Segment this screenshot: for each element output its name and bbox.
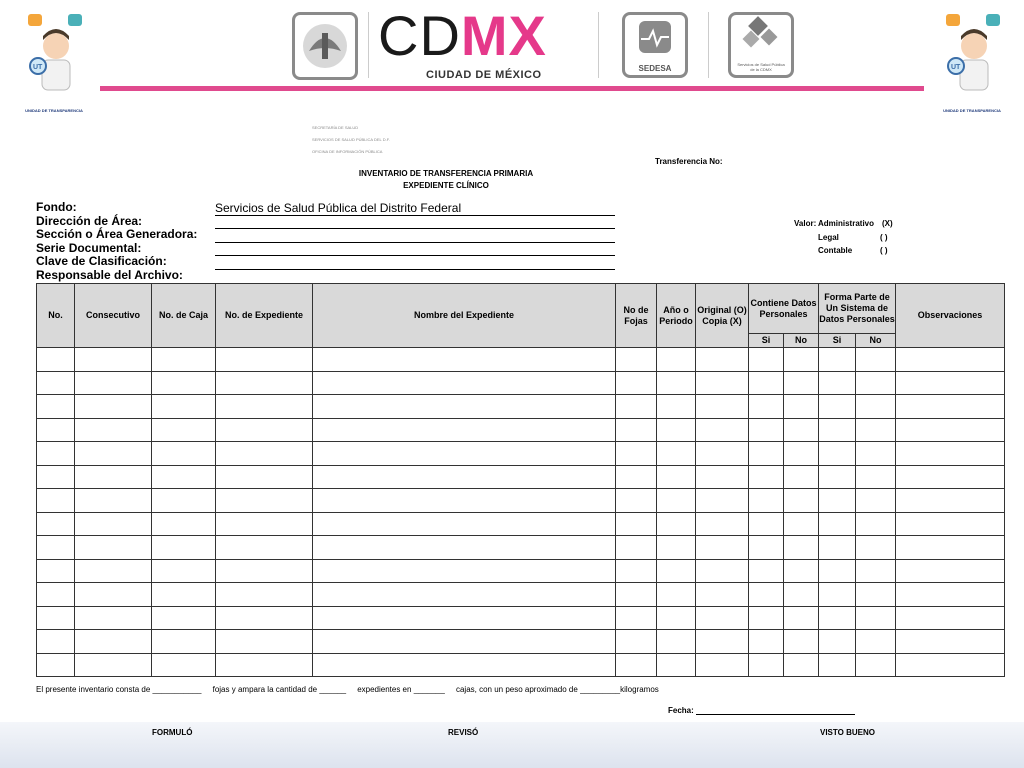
table-cell[interactable] (896, 583, 1005, 607)
table-cell[interactable] (749, 536, 784, 560)
table-cell[interactable] (696, 348, 749, 372)
document-title: INVENTARIO DE TRANSFERENCIA PRIMARIA (358, 169, 534, 178)
doctor-mascot-icon (936, 8, 1008, 103)
table-row (37, 583, 1005, 607)
table-cell[interactable] (75, 418, 152, 442)
table-cell[interactable] (216, 348, 313, 372)
table-cell[interactable] (313, 442, 616, 466)
table-cell[interactable] (37, 606, 75, 630)
table-cell[interactable] (657, 583, 696, 607)
table-cell[interactable] (784, 630, 819, 654)
table-row (37, 418, 1005, 442)
table-cell[interactable] (657, 630, 696, 654)
serie-label: Serie Documental: (36, 240, 142, 255)
table-cell[interactable] (819, 559, 856, 583)
seccion-field[interactable] (215, 229, 615, 243)
footer-part-3: expedientes en (357, 685, 412, 694)
field-labels (36, 201, 216, 282)
table-cell[interactable] (216, 442, 313, 466)
accent-bar (100, 86, 924, 91)
clave-label: Clave de Clasificación: (36, 254, 167, 268)
table-cell[interactable] (657, 371, 696, 395)
table-cell[interactable] (616, 418, 657, 442)
table-cell[interactable] (819, 395, 856, 419)
table-cell[interactable] (749, 348, 784, 372)
table-cell[interactable] (657, 348, 696, 372)
formulo-label: FORMULÓ (152, 728, 193, 737)
table-cell[interactable] (75, 606, 152, 630)
footer-blank-2[interactable]: ______ (319, 685, 347, 694)
table-row (37, 536, 1005, 560)
table-cell[interactable] (784, 489, 819, 513)
table-cell[interactable] (696, 653, 749, 677)
table-cell[interactable] (696, 442, 749, 466)
table-cell[interactable] (152, 489, 216, 513)
table-cell[interactable] (37, 559, 75, 583)
table-cell[interactable] (152, 418, 216, 442)
table-cell[interactable] (856, 348, 896, 372)
table-cell[interactable] (313, 395, 616, 419)
table-cell[interactable] (216, 559, 313, 583)
footer-part-1: El presente inventario consta de (36, 685, 151, 694)
table-cell[interactable] (749, 512, 784, 536)
transparency-unit-logo-right (936, 8, 1008, 113)
table-cell[interactable] (152, 536, 216, 560)
table-cell[interactable] (616, 653, 657, 677)
table-cell[interactable] (216, 465, 313, 489)
diamond-cluster-icon (731, 15, 791, 57)
header-forma-si: Si (819, 334, 856, 348)
table-row (37, 348, 1005, 372)
seccion-label: Sección o Área Generadora: (36, 227, 198, 241)
header-contiene-si: Si (749, 334, 784, 348)
table-cell[interactable] (37, 348, 75, 372)
brand-subtitle: CIUDAD DE MÉXICO (426, 69, 542, 81)
table-row (37, 442, 1005, 466)
table-cell[interactable] (152, 653, 216, 677)
servicios-logo-text: Servicios de Salud Pública de la CDMX (737, 62, 785, 72)
field-lines (215, 201, 615, 270)
table-cell[interactable] (216, 630, 313, 654)
table-cell[interactable] (37, 653, 75, 677)
valor-contable: Contable (818, 246, 853, 255)
table-cell[interactable] (784, 606, 819, 630)
table-cell[interactable] (152, 630, 216, 654)
direccion-label: Dirección de Área: (36, 213, 143, 228)
table-cell[interactable] (616, 442, 657, 466)
table-cell[interactable] (749, 418, 784, 442)
serie-field[interactable] (215, 243, 615, 257)
table-cell[interactable] (75, 489, 152, 513)
footer-blank-1[interactable]: ___________ (152, 685, 202, 694)
table-cell[interactable] (152, 395, 216, 419)
fondo-value: Servicios de Salud Pública del Distrito Federal (215, 201, 615, 216)
table-cell[interactable] (75, 442, 152, 466)
table-cell[interactable] (749, 371, 784, 395)
table-cell[interactable] (896, 348, 1005, 372)
ut-caption: UNIDAD DE TRANSPARENCIA (25, 108, 83, 113)
table-cell[interactable] (152, 606, 216, 630)
table-cell[interactable] (819, 606, 856, 630)
footer-part-5: kilogramos (620, 685, 659, 694)
table-cell[interactable] (75, 395, 152, 419)
table-cell[interactable] (616, 395, 657, 419)
table-cell[interactable] (819, 442, 856, 466)
sedesa-logo (622, 12, 688, 78)
table-cell[interactable] (819, 512, 856, 536)
header-fojas: No de Fojas (616, 284, 657, 348)
footer-part-2: fojas y ampara la cantidad de (212, 685, 318, 694)
table-cell[interactable] (75, 536, 152, 560)
table-cell[interactable] (896, 371, 1005, 395)
table-cell[interactable] (313, 348, 616, 372)
heart-pulse-icon (625, 15, 685, 59)
table-cell[interactable] (749, 559, 784, 583)
table-cell[interactable] (616, 583, 657, 607)
ut-caption: UNIDAD DE TRANSPARENCIA (943, 108, 1001, 113)
table-cell[interactable] (37, 418, 75, 442)
valor-contable-mark: ( ) (880, 246, 888, 255)
table-cell[interactable] (749, 489, 784, 513)
org-line-3: OFICINA DE INFORMACIÓN PÚBLICA (312, 149, 383, 154)
table-cell[interactable] (696, 489, 749, 513)
table-cell[interactable] (856, 653, 896, 677)
table-cell[interactable] (657, 536, 696, 560)
table-cell[interactable] (856, 536, 896, 560)
table-cell[interactable] (313, 465, 616, 489)
table-cell[interactable] (75, 630, 152, 654)
table-cell[interactable] (313, 418, 616, 442)
org-line-1: SECRETARÍA DE SALUD (312, 125, 359, 130)
table-cell[interactable] (657, 606, 696, 630)
table-cell[interactable] (749, 606, 784, 630)
transparency-unit-logo-left (18, 8, 90, 113)
table-cell[interactable] (37, 442, 75, 466)
header-no: No. (37, 284, 75, 348)
valor-label: Valor: (794, 219, 817, 228)
table-row (37, 606, 1005, 630)
servicios-salud-logo (728, 12, 794, 78)
table-row (37, 395, 1005, 419)
ut-badge-text: UT (33, 64, 43, 71)
table-cell[interactable] (856, 371, 896, 395)
table-cell[interactable] (313, 559, 616, 583)
table-cell[interactable] (896, 442, 1005, 466)
org-line-2: SERVICIOS DE SALUD PÚBLICA DEL D.F. (312, 137, 390, 142)
table-cell[interactable] (856, 559, 896, 583)
table-cell[interactable] (216, 489, 313, 513)
table-cell[interactable] (856, 465, 896, 489)
footer-blank-3[interactable]: _______ (413, 685, 445, 694)
valor-administrativo: Administrativo (818, 219, 875, 228)
inventory-table (36, 283, 1005, 677)
table-cell[interactable] (216, 418, 313, 442)
header-consecutivo: Consecutivo (75, 284, 152, 348)
divider (598, 12, 599, 78)
divider (368, 12, 369, 78)
table-cell[interactable] (784, 512, 819, 536)
table-row (37, 371, 1005, 395)
table-cell[interactable] (856, 606, 896, 630)
table-cell[interactable] (616, 606, 657, 630)
header-contiene: Contiene Datos Personales (749, 284, 819, 334)
footer-blank-4[interactable]: _________ (580, 685, 621, 694)
table-cell[interactable] (616, 630, 657, 654)
table-cell[interactable] (657, 653, 696, 677)
table-cell[interactable] (313, 653, 616, 677)
table-cell[interactable] (819, 583, 856, 607)
table-row (37, 489, 1005, 513)
valor-administrativo-mark: (X) (882, 219, 893, 228)
valor-legal-mark: ( ) (880, 233, 888, 242)
table-row (37, 630, 1005, 654)
table-cell[interactable] (37, 512, 75, 536)
table-cell[interactable] (819, 653, 856, 677)
table-cell[interactable] (696, 559, 749, 583)
table-cell[interactable] (819, 489, 856, 513)
header-caja: No. de Caja (152, 284, 216, 348)
table-cell[interactable] (784, 536, 819, 560)
table-cell[interactable] (37, 536, 75, 560)
header-forma-no: No (856, 334, 896, 348)
valor-legal: Legal (818, 233, 839, 242)
table-cell[interactable] (37, 395, 75, 419)
header-forma: Forma Parte de Un Sistema de Datos Personales (819, 284, 896, 334)
fecha-label: Fecha: (668, 706, 694, 715)
table-cell[interactable] (749, 653, 784, 677)
table-cell[interactable] (313, 606, 616, 630)
table-cell[interactable] (75, 348, 152, 372)
table-cell[interactable] (819, 371, 856, 395)
table-cell[interactable] (313, 630, 616, 654)
table-cell[interactable] (896, 536, 1005, 560)
table-cell[interactable] (37, 583, 75, 607)
table-cell[interactable] (819, 348, 856, 372)
table-cell[interactable] (896, 606, 1005, 630)
cdmx-brand (378, 4, 547, 67)
table-cell[interactable] (657, 489, 696, 513)
table-cell[interactable] (616, 536, 657, 560)
table-cell[interactable] (216, 583, 313, 607)
table-cell[interactable] (657, 559, 696, 583)
table-cell[interactable] (657, 465, 696, 489)
table-cell[interactable] (152, 348, 216, 372)
table-cell[interactable] (896, 630, 1005, 654)
footer-statement (36, 685, 659, 694)
table-cell[interactable] (784, 348, 819, 372)
table-cell[interactable] (313, 489, 616, 513)
fondo-label: Fondo: (36, 200, 77, 214)
table-cell[interactable] (313, 371, 616, 395)
table-cell[interactable] (657, 512, 696, 536)
fecha-line[interactable] (696, 714, 855, 715)
table-cell[interactable] (75, 465, 152, 489)
header-observaciones: Observaciones (896, 284, 1005, 348)
table-cell[interactable] (216, 512, 313, 536)
table-cell[interactable] (856, 418, 896, 442)
table-cell[interactable] (856, 442, 896, 466)
table-cell[interactable] (856, 395, 896, 419)
table-cell[interactable] (616, 489, 657, 513)
table-cell[interactable] (896, 512, 1005, 536)
header-expediente: No. de Expediente (216, 284, 313, 348)
table-cell[interactable] (616, 512, 657, 536)
table-cell[interactable] (784, 395, 819, 419)
table-cell[interactable] (152, 583, 216, 607)
table-cell[interactable] (152, 371, 216, 395)
table-cell[interactable] (616, 559, 657, 583)
table-cell[interactable] (616, 465, 657, 489)
table-cell[interactable] (37, 465, 75, 489)
divider (708, 12, 709, 78)
table-cell[interactable] (819, 536, 856, 560)
table-cell[interactable] (896, 465, 1005, 489)
header-original: Original (O) Copia (X) (696, 284, 749, 348)
table-cell[interactable] (696, 630, 749, 654)
table-cell[interactable] (696, 395, 749, 419)
table-cell[interactable] (37, 630, 75, 654)
sedesa-label: SEDESA (638, 64, 672, 73)
table-row (37, 559, 1005, 583)
table-cell[interactable] (657, 418, 696, 442)
table-cell[interactable] (216, 536, 313, 560)
table-cell[interactable] (819, 465, 856, 489)
table-cell[interactable] (784, 653, 819, 677)
table-cell[interactable] (896, 418, 1005, 442)
table-row (37, 653, 1005, 677)
table-cell[interactable] (696, 418, 749, 442)
table-cell[interactable] (657, 442, 696, 466)
table-cell[interactable] (75, 512, 152, 536)
table-cell[interactable] (152, 465, 216, 489)
table-cell[interactable] (819, 630, 856, 654)
table-cell[interactable] (696, 536, 749, 560)
table-cell[interactable] (784, 465, 819, 489)
table-cell[interactable] (75, 371, 152, 395)
table-cell[interactable] (216, 395, 313, 419)
table-cell[interactable] (784, 583, 819, 607)
table-row (37, 465, 1005, 489)
table-cell[interactable] (784, 418, 819, 442)
table-cell[interactable] (313, 536, 616, 560)
table-cell[interactable] (152, 559, 216, 583)
table-cell[interactable] (37, 489, 75, 513)
table-cell[interactable] (784, 371, 819, 395)
table-cell[interactable] (856, 489, 896, 513)
table-cell[interactable] (784, 559, 819, 583)
table-cell[interactable] (37, 371, 75, 395)
table-cell[interactable] (784, 442, 819, 466)
header-anio: Año o Periodo (657, 284, 696, 348)
table-cell[interactable] (896, 489, 1005, 513)
table-cell[interactable] (749, 583, 784, 607)
table-cell[interactable] (749, 395, 784, 419)
table-cell[interactable] (856, 630, 896, 654)
visto-bueno-label: VISTO BUENO (820, 728, 875, 737)
table-cell[interactable] (696, 465, 749, 489)
direccion-field[interactable] (215, 216, 615, 230)
table-cell[interactable] (216, 371, 313, 395)
table-cell[interactable] (896, 395, 1005, 419)
clave-field[interactable] (215, 256, 615, 270)
table-cell[interactable] (657, 395, 696, 419)
brand-cd: CD (378, 4, 461, 67)
table-cell[interactable] (696, 606, 749, 630)
table-cell[interactable] (616, 371, 657, 395)
table-cell[interactable] (696, 583, 749, 607)
doctor-mascot-icon (18, 8, 90, 103)
table-cell[interactable] (856, 583, 896, 607)
footer-part-4: cajas, con un peso aproximado de (455, 685, 578, 694)
table-cell[interactable] (749, 465, 784, 489)
responsable-label: Responsable del Archivo: (36, 267, 183, 282)
table-cell[interactable] (749, 630, 784, 654)
brand-mx: MX (460, 4, 547, 67)
document-subtitle: EXPEDIENTE CLÍNICO (403, 181, 489, 190)
table-cell[interactable] (856, 512, 896, 536)
table-cell[interactable] (75, 583, 152, 607)
eagle-seal-icon (295, 15, 355, 77)
ut-badge-text: UT (951, 64, 961, 71)
header-contiene-no: No (784, 334, 819, 348)
header-nombre: Nombre del Expediente (313, 284, 616, 348)
table-cell[interactable] (616, 348, 657, 372)
table-cell[interactable] (216, 606, 313, 630)
transfer-number-label: Transferencia No: (655, 157, 723, 166)
table-cell[interactable] (313, 512, 616, 536)
table-cell[interactable] (313, 583, 616, 607)
table-cell[interactable] (75, 559, 152, 583)
table-cell[interactable] (896, 653, 1005, 677)
table-cell[interactable] (216, 653, 313, 677)
table-cell[interactable] (749, 442, 784, 466)
table-row (37, 512, 1005, 536)
table-cell[interactable] (696, 371, 749, 395)
government-seal-logo (292, 12, 358, 80)
table-cell[interactable] (696, 512, 749, 536)
table-cell[interactable] (819, 418, 856, 442)
table-cell[interactable] (152, 512, 216, 536)
table-cell[interactable] (152, 442, 216, 466)
table-cell[interactable] (75, 653, 152, 677)
table-cell[interactable] (896, 559, 1005, 583)
reviso-label: REVISÓ (448, 728, 479, 737)
